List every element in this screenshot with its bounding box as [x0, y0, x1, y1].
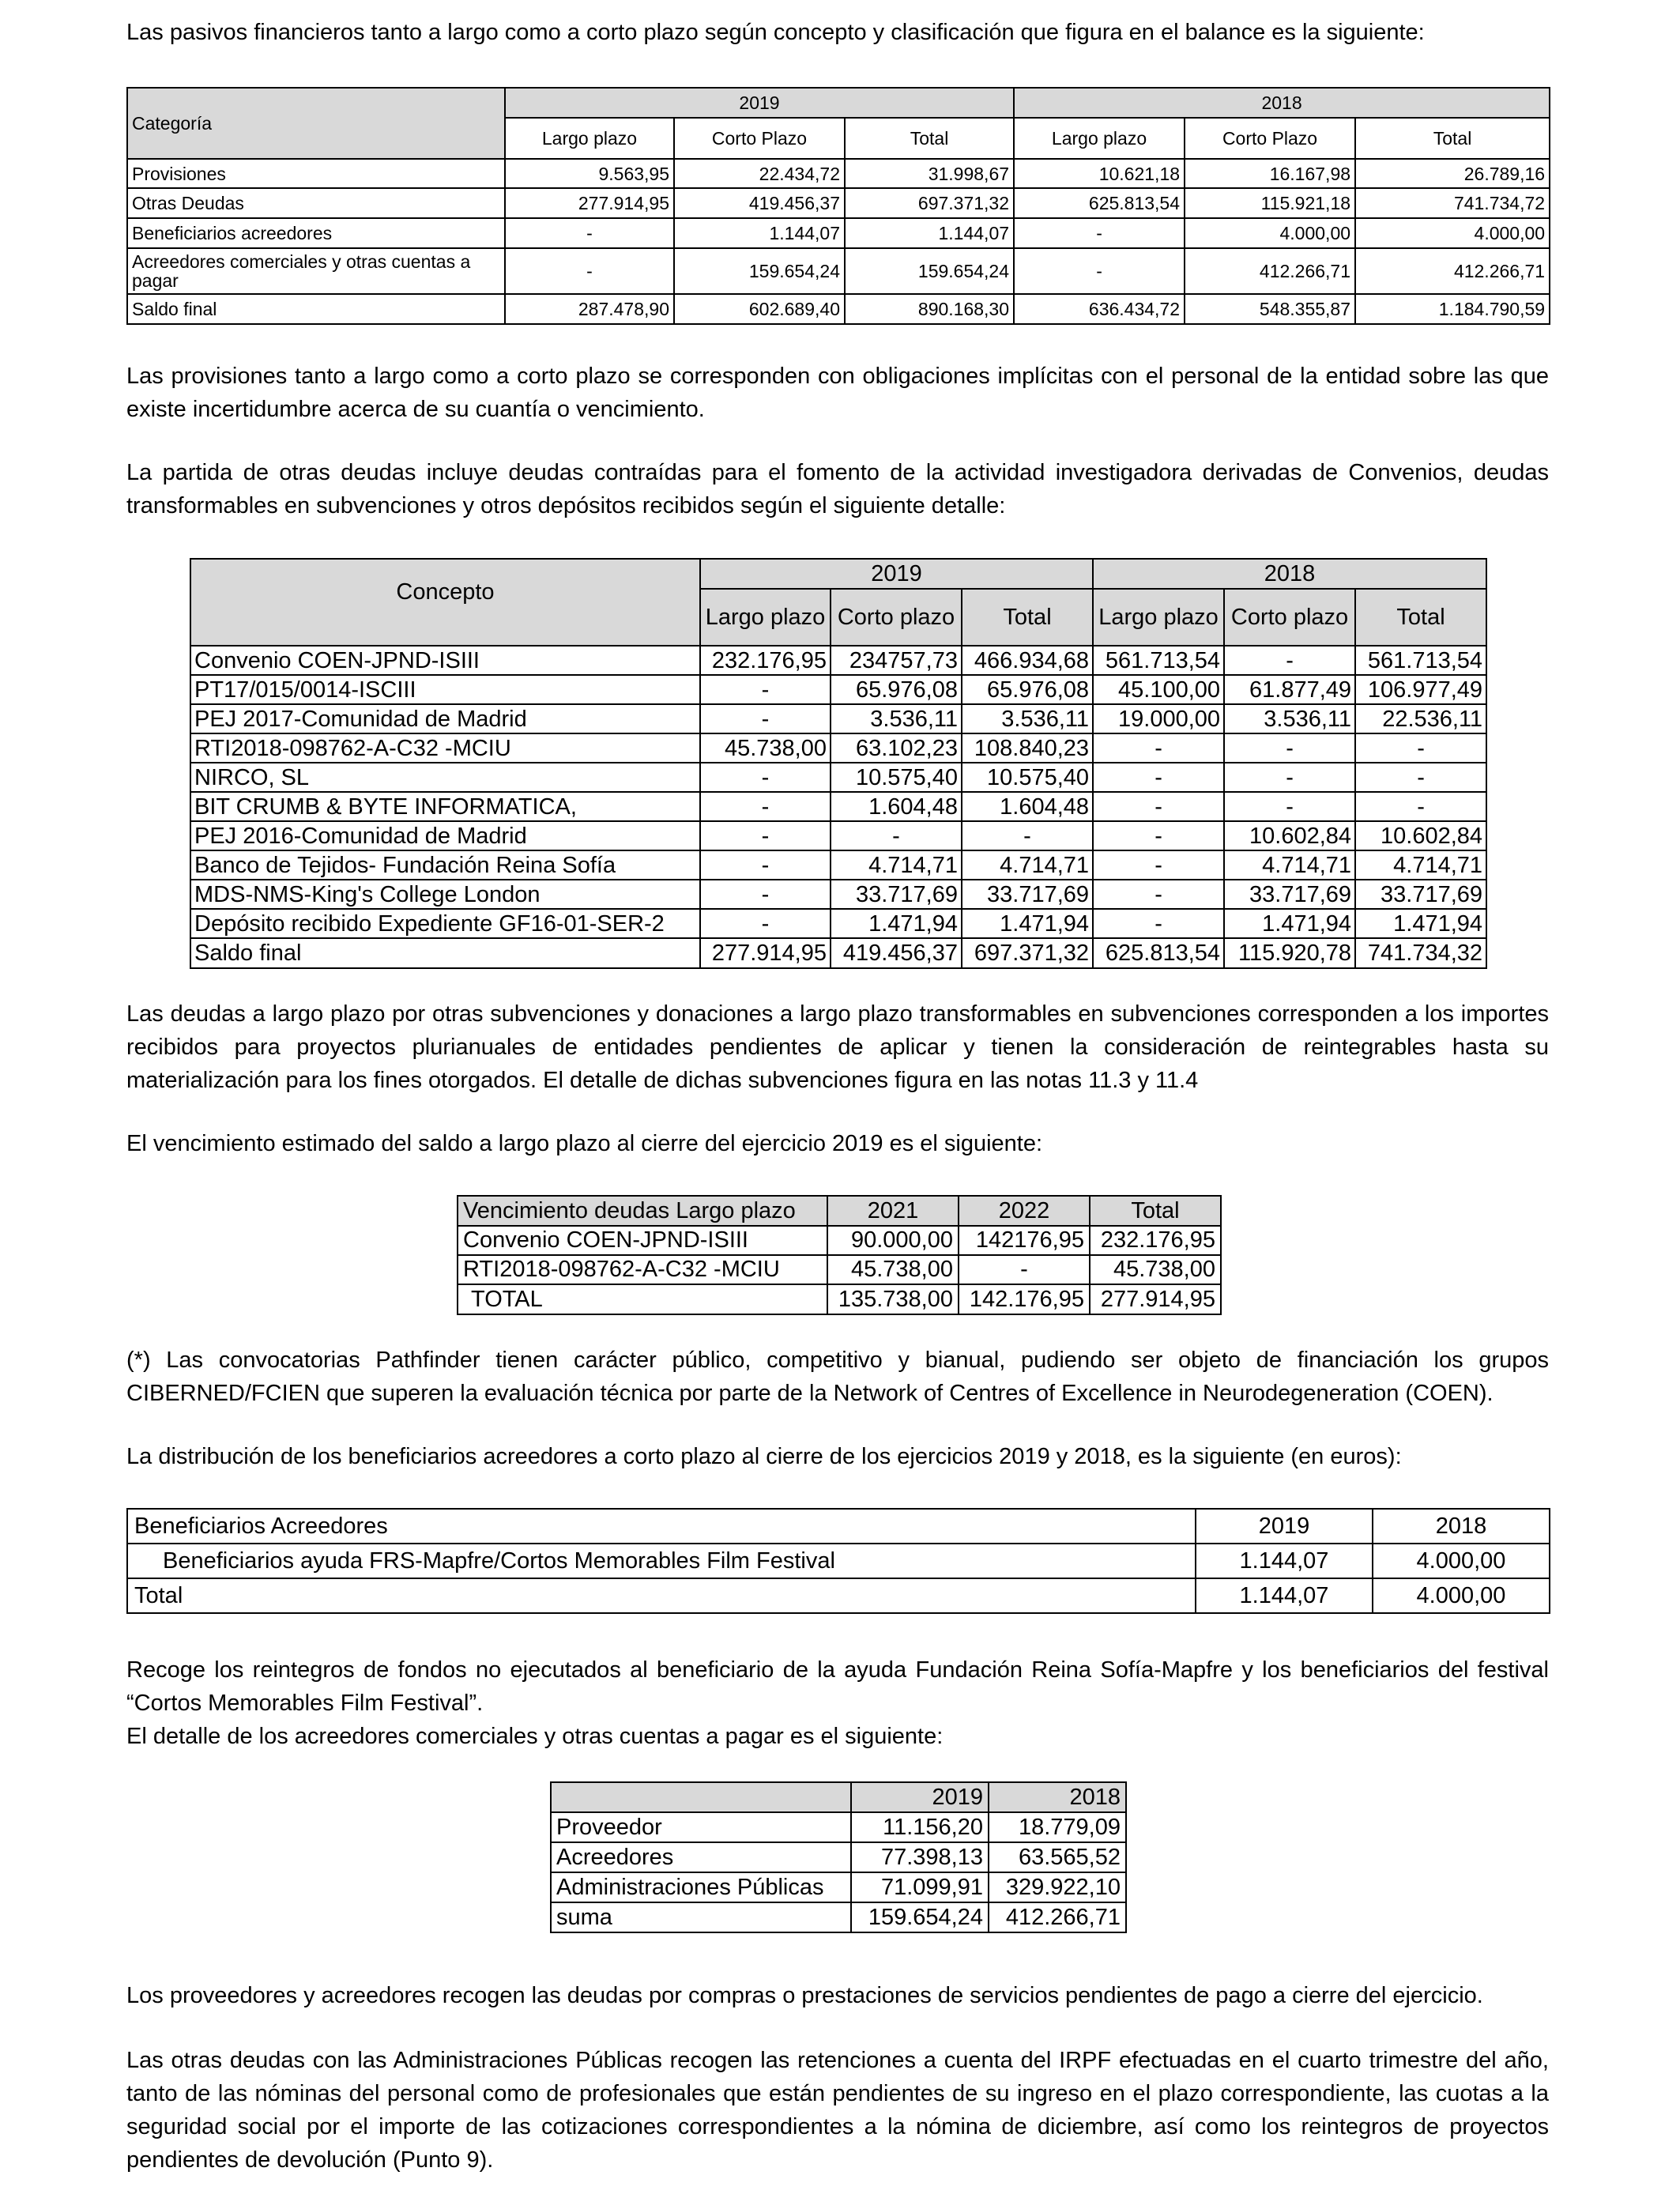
table-row: [551, 1872, 1126, 1902]
beneficiaries-intro-paragraph: La distribución de los beneficiarios acreedores a corto plazo al cierre de los ejercicios 2019 y 2018, es la siguiente (en euros):: [126, 1444, 1402, 1469]
cell: 33.717,69: [1355, 880, 1486, 909]
cell: -: [700, 850, 831, 880]
cell: 4.000,00: [1185, 218, 1355, 248]
header-col: Corto plazo: [831, 589, 962, 646]
cell: -: [1355, 763, 1486, 792]
header-year-2018: 2018: [1014, 88, 1550, 118]
table-row: [127, 248, 1550, 294]
table-row: [127, 188, 1550, 218]
cell: 159.654,24: [851, 1902, 989, 1932]
total-row: [190, 938, 1486, 968]
header-cell: 2019: [1196, 1509, 1373, 1544]
cell: 1.144,07: [845, 218, 1014, 248]
header-col: Largo plazo: [1014, 118, 1185, 159]
row-label: NIRCO, SL: [190, 763, 700, 792]
table-row: [458, 1226, 1221, 1255]
cell: 3.536,11: [1224, 704, 1355, 733]
header-cell: Vencimiento deudas Largo plazo: [458, 1196, 827, 1226]
cell: -: [1093, 733, 1224, 763]
row-label: Otras Deudas: [127, 188, 505, 218]
cell: -: [1093, 763, 1224, 792]
table-row: [190, 850, 1486, 880]
cell: 412.266,71: [989, 1902, 1126, 1932]
cell: -: [1014, 218, 1185, 248]
table-row: [127, 294, 1550, 324]
header-year-2018: 2018: [1093, 559, 1486, 589]
cell: 1.471,94: [1224, 909, 1355, 938]
cell: -: [959, 1255, 1090, 1284]
header-year-2019: 2019: [505, 88, 1014, 118]
maturity-paragraph: El vencimiento estimado del saldo a largo plazo al cierre del ejercicio 2019 es el siguiente:: [126, 1131, 1043, 1156]
cell: -: [700, 763, 831, 792]
header-col: Total: [1355, 118, 1550, 159]
cell: 115.921,18: [1185, 188, 1355, 218]
cell: 71.099,91: [851, 1872, 989, 1902]
cell: 22.536,11: [1355, 704, 1486, 733]
financial-liabilities-table: [126, 87, 1550, 325]
cell: 232.176,95: [1090, 1226, 1221, 1255]
cell: 10.575,40: [962, 763, 1093, 792]
header-col: Total: [962, 589, 1093, 646]
cell: 636.434,72: [1014, 294, 1185, 324]
header-category: Categoría: [127, 88, 505, 159]
long-term-debts-paragraph: Las deudas a largo plazo por otras subvenciones y donaciones a largo plazo transformables en subvenciones corresponden a los importes recibidos para proyectos plurianuales de entidades pendientes de aplicar y tienen la consideración de reintegrables hasta su materialización para los fines otorgados. El detalle de dichas subvenciones figura en las notas 11.3 y 11.4: [126, 1001, 1549, 1093]
total-row: [458, 1284, 1221, 1314]
cell: 10.575,40: [831, 763, 962, 792]
table-row: [127, 218, 1550, 248]
table-header-row: [458, 1196, 1221, 1226]
cell: -: [1224, 792, 1355, 821]
cell: 63.102,23: [831, 733, 962, 763]
row-label: Saldo final: [190, 938, 700, 968]
table-row: [190, 675, 1486, 704]
cell: 1.471,94: [962, 909, 1093, 938]
creditors-intro-paragraph: El detalle de los acreedores comerciales y otras cuentas a pagar es el siguiente:: [126, 1724, 944, 1749]
table-header-row: [127, 1509, 1550, 1544]
cell: -: [1093, 821, 1224, 850]
cell: -: [1224, 646, 1355, 675]
commercial-creditors-table: [550, 1781, 1127, 1933]
row-label: MDS-NMS-King's College London: [190, 880, 700, 909]
row-label: TOTAL: [458, 1284, 827, 1314]
cell: 142176,95: [959, 1226, 1090, 1255]
cell: 561.713,54: [1355, 646, 1486, 675]
cell: 18.779,09: [989, 1812, 1126, 1842]
header-cell: Total: [1090, 1196, 1221, 1226]
cell: -: [1093, 792, 1224, 821]
cell: 697.371,32: [845, 188, 1014, 218]
cell: 1.144,07: [1196, 1578, 1373, 1613]
cell: -: [1355, 792, 1486, 821]
cell: 3.536,11: [831, 704, 962, 733]
header-cell: 2018: [989, 1782, 1126, 1812]
cell: 45.100,00: [1093, 675, 1224, 704]
cell: -: [700, 792, 831, 821]
cell: 890.168,30: [845, 294, 1014, 324]
cell: -: [505, 248, 674, 294]
cell: 741.734,72: [1355, 188, 1550, 218]
row-label: Acreedores: [551, 1842, 851, 1872]
cell: 412.266,71: [1355, 248, 1550, 294]
cell: 277.914,95: [505, 188, 674, 218]
table-row: [190, 880, 1486, 909]
cell: 33.717,69: [962, 880, 1093, 909]
provisions-paragraph: Las provisiones tanto a largo como a corto plazo se corresponden con obligaciones implícitas con el personal de la entidad sobre las que existe incertidumbre acerca de su cuantía o vencimiento.: [126, 364, 1549, 422]
total-row: [551, 1902, 1126, 1932]
row-label: PEJ 2016-Comunidad de Madrid: [190, 821, 700, 850]
cell: 4.000,00: [1373, 1578, 1550, 1613]
cell: 1.184.790,59: [1355, 294, 1550, 324]
pathfinder-note-paragraph: (*) Las convocatorias Pathfinder tienen carácter público, competitivo y bianual, pudiendo ser objeto de financiación los grupos CIBERNED/FCIEN que superen la evaluación técnica por parte de la Network of Centres of Excellence in Neurodegeneration (COEN).: [126, 1348, 1549, 1406]
cell: 697.371,32: [962, 938, 1093, 968]
table-row: [458, 1255, 1221, 1284]
header-col: Total: [1355, 589, 1486, 646]
row-label: Beneficiarios acreedores: [127, 218, 505, 248]
cell: 10.602,84: [1224, 821, 1355, 850]
cell: 277.914,95: [700, 938, 831, 968]
header-col: Largo plazo: [505, 118, 674, 159]
cell: 45.738,00: [1090, 1255, 1221, 1284]
row-label: Beneficiarios ayuda FRS-Mapfre/Cortos Memorables Film Festival: [127, 1544, 1196, 1578]
cell: 1.471,94: [1355, 909, 1486, 938]
suppliers-paragraph: Los proveedores y acreedores recogen las deudas por compras o prestaciones de servicios pendientes de pago a cierre del ejercicio.: [126, 1983, 1483, 2008]
cell: 4.000,00: [1373, 1544, 1550, 1578]
reimbursements-paragraph: Recoge los reintegros de fondos no ejecutados al beneficiario de la ayuda Fundación Reina Sofía-Mapfre y los beneficiarios del festival “Cortos Memorables Film Festival”.: [126, 1657, 1549, 1716]
cell: 234757,73: [831, 646, 962, 675]
table-row: [551, 1812, 1126, 1842]
cell: 625.813,54: [1093, 938, 1224, 968]
beneficiaries-table: [126, 1508, 1550, 1614]
cell: 90.000,00: [827, 1226, 959, 1255]
cell: 419.456,37: [674, 188, 845, 218]
header-col: Corto Plazo: [1185, 118, 1355, 159]
cell: -: [1224, 733, 1355, 763]
row-label: suma: [551, 1902, 851, 1932]
cell: 108.840,23: [962, 733, 1093, 763]
cell: 135.738,00: [827, 1284, 959, 1314]
table-row: [190, 646, 1486, 675]
row-label: Saldo final: [127, 294, 505, 324]
row-label: Acreedores comerciales y otras cuentas a pagar: [127, 248, 505, 294]
cell: 22.434,72: [674, 159, 845, 188]
table-header-row: [551, 1782, 1126, 1812]
cell: 1.604,48: [962, 792, 1093, 821]
header-col: Largo plazo: [700, 589, 831, 646]
cell: -: [1093, 880, 1224, 909]
row-label: PEJ 2017-Comunidad de Madrid: [190, 704, 700, 733]
row-label: Depósito recibido Expediente GF16-01-SER-2: [190, 909, 700, 938]
cell: 11.156,20: [851, 1812, 989, 1842]
cell: 159.654,24: [674, 248, 845, 294]
header-concept: Concepto: [190, 559, 700, 646]
header-cell: 2018: [1373, 1509, 1550, 1544]
cell: 33.717,69: [1224, 880, 1355, 909]
row-label: Provisiones: [127, 159, 505, 188]
row-label: RTI2018-098762-A-C32 -MCIU: [190, 733, 700, 763]
cell: 1.144,07: [674, 218, 845, 248]
header-cell: [551, 1782, 851, 1812]
table-row: [190, 792, 1486, 821]
header-col: Corto plazo: [1224, 589, 1355, 646]
cell: 65.976,08: [962, 675, 1093, 704]
maturity-table: [457, 1195, 1222, 1315]
cell: 16.167,98: [1185, 159, 1355, 188]
table-row: [127, 1544, 1550, 1578]
table-row: [190, 821, 1486, 850]
cell: -: [1093, 909, 1224, 938]
header-cell: 2019: [851, 1782, 989, 1812]
table-row: [551, 1842, 1126, 1872]
table-row: [190, 704, 1486, 733]
row-label: Convenio COEN-JPND-ISIII: [190, 646, 700, 675]
cell: -: [505, 218, 674, 248]
cell: 4.714,71: [1355, 850, 1486, 880]
cell: -: [831, 821, 962, 850]
header-cell: Beneficiarios Acreedores: [127, 1509, 1196, 1544]
header-col: Corto Plazo: [674, 118, 845, 159]
table-row: [190, 763, 1486, 792]
cell: 19.000,00: [1093, 704, 1224, 733]
row-label: Administraciones Públicas: [551, 1872, 851, 1902]
cell: 548.355,87: [1185, 294, 1355, 324]
header-cell: 2021: [827, 1196, 959, 1226]
cell: 741.734,32: [1355, 938, 1486, 968]
cell: -: [962, 821, 1093, 850]
other-debts-table: [190, 558, 1487, 969]
cell: 159.654,24: [845, 248, 1014, 294]
cell: 466.934,68: [962, 646, 1093, 675]
cell: 26.789,16: [1355, 159, 1550, 188]
table-row: [190, 733, 1486, 763]
cell: -: [1355, 733, 1486, 763]
cell: 1.471,94: [831, 909, 962, 938]
cell: 3.536,11: [962, 704, 1093, 733]
table-row: [190, 909, 1486, 938]
cell: 4.714,71: [831, 850, 962, 880]
cell: 4.000,00: [1355, 218, 1550, 248]
cell: 33.717,69: [831, 880, 962, 909]
cell: 232.176,95: [700, 646, 831, 675]
cell: 142.176,95: [959, 1284, 1090, 1314]
cell: -: [1014, 248, 1185, 294]
cell: -: [700, 704, 831, 733]
cell: 602.689,40: [674, 294, 845, 324]
header-col: Total: [845, 118, 1014, 159]
cell: 115.920,78: [1224, 938, 1355, 968]
cell: -: [1093, 850, 1224, 880]
intro-paragraph: Las pasivos financieros tanto a largo como a corto plazo según concepto y clasificación que figura en el balance es la siguiente:: [126, 20, 1425, 45]
cell: 31.998,67: [845, 159, 1014, 188]
header-year-2019: 2019: [700, 559, 1093, 589]
cell: 65.976,08: [831, 675, 962, 704]
cell: 419.456,37: [831, 938, 962, 968]
row-label: Banco de Tejidos- Fundación Reina Sofía: [190, 850, 700, 880]
header-col: Largo plazo: [1093, 589, 1224, 646]
public-administrations-paragraph: Las otras deudas con las Administraciones Públicas recogen las retenciones a cuenta del IRPF efectuadas en el cuarto trimestre del año, tanto de las nóminas del personal como de profesionales que están pendientes de su ingreso en el plazo correspondiente, las cuotas a la seguridad social por el importe de las cotizaciones correspondientes a la nómina de diciembre, así como los reintegros de proyectos pendientes de devolución (Punto 9).: [126, 2048, 1549, 2173]
cell: 412.266,71: [1185, 248, 1355, 294]
cell: 61.877,49: [1224, 675, 1355, 704]
cell: 10.602,84: [1355, 821, 1486, 850]
row-label: Total: [127, 1578, 1196, 1613]
cell: 45.738,00: [700, 733, 831, 763]
other-debts-paragraph: La partida de otras deudas incluye deudas contraídas para el fomento de la actividad investigadora derivadas de Convenios, deudas transformables en subvenciones y otros depósitos recibidos según el siguiente detalle:: [126, 460, 1549, 518]
cell: 4.714,71: [1224, 850, 1355, 880]
cell: 561.713,54: [1093, 646, 1224, 675]
cell: 9.563,95: [505, 159, 674, 188]
header-cell: 2022: [959, 1196, 1090, 1226]
row-label: BIT CRUMB & BYTE INFORMATICA,: [190, 792, 700, 821]
cell: 1.604,48: [831, 792, 962, 821]
row-label: Proveedor: [551, 1812, 851, 1842]
cell: -: [700, 821, 831, 850]
cell: 77.398,13: [851, 1842, 989, 1872]
cell: -: [700, 909, 831, 938]
cell: 287.478,90: [505, 294, 674, 324]
table2-body: [190, 646, 1486, 968]
table-row: [127, 159, 1550, 188]
cell: 625.813,54: [1014, 188, 1185, 218]
cell: 10.621,18: [1014, 159, 1185, 188]
row-label: PT17/015/0014-ISCIII: [190, 675, 700, 704]
row-label: RTI2018-098762-A-C32 -MCIU: [458, 1255, 827, 1284]
cell: 45.738,00: [827, 1255, 959, 1284]
cell: -: [1224, 763, 1355, 792]
cell: 1.144,07: [1196, 1544, 1373, 1578]
cell: 277.914,95: [1090, 1284, 1221, 1314]
cell: -: [700, 675, 831, 704]
total-row: [127, 1578, 1550, 1613]
row-label: Convenio COEN-JPND-ISIII: [458, 1226, 827, 1255]
cell: 106.977,49: [1355, 675, 1486, 704]
cell: 63.565,52: [989, 1842, 1126, 1872]
cell: 329.922,10: [989, 1872, 1126, 1902]
cell: 4.714,71: [962, 850, 1093, 880]
cell: -: [700, 880, 831, 909]
